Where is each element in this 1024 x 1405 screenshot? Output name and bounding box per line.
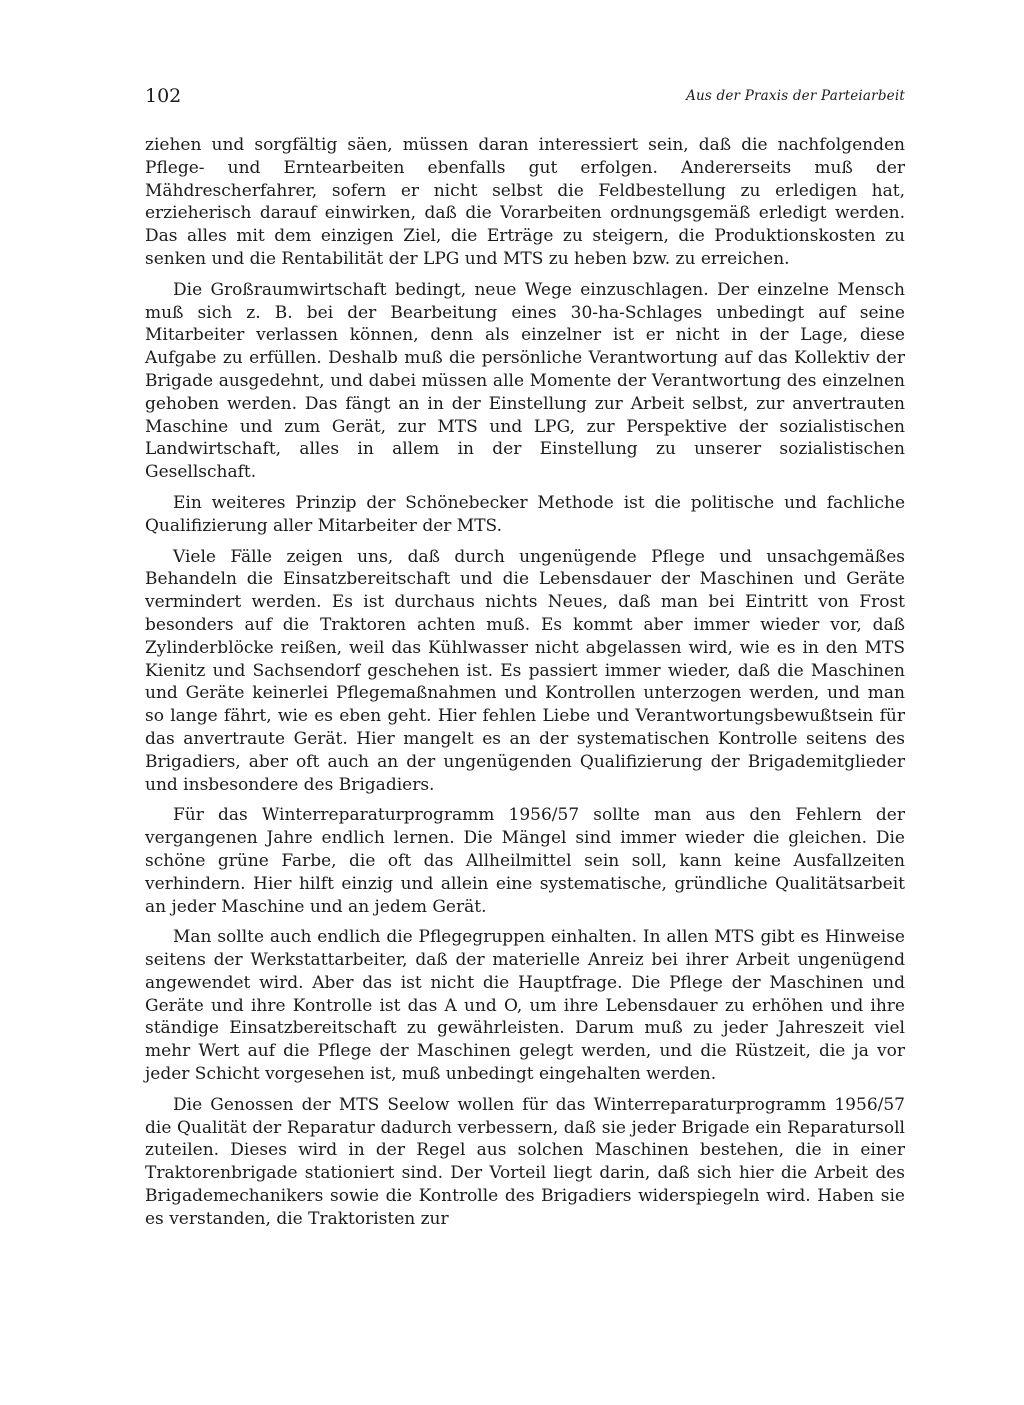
paragraph-6: Man sollte auch endlich die Pflegegruppen einhalten. In allen MTS gibt es Hinweise seitens der Werkstattarbeiter, daß der materielle Anreiz bei ihrer Arbeit ungenügend angewendet wird. Aber das ist nicht die Hauptfrage. Die Pflege der Maschinen und Geräte und ihre Kontrolle ist das A und O, um ihre Lebensdauer zu erhöhen und ihre ständige Einsatzbereitschaft zu gewährleisten. Darum muß zu jeder Jahreszeit viel mehr Wert auf die Pflege der Maschinen gelegt werden, und die Rüstzeit, die ja vor jeder Schicht vorgesehen ist, muß unbedingt eingehalten werden. — [145, 927, 905, 1085]
running-title: Aus der Praxis der Parteiarbeit — [686, 88, 905, 104]
paragraph-2: Die Großraumwirtschaft bedingt, neue Wege einzuschlagen. Der einzelne Mensch muß sich z. B. bei der Bearbeitung eines 30-ha-Schlages unbedingt auf seine Mitarbeiter verlassen können, denn als einzelner ist er nicht in der Lage, diese Aufgabe zu erfüllen. Deshalb muß die persönliche Verantwortung auf das Kollektiv der Brigade ausgedehnt, und dabei müssen alle Momente der Verantwortung des einzelnen gehoben werden. Das fängt an in der Einstellung zur Arbeit selbst, zur anvertrauten Maschine und zum Gerät, zur MTS und LPG, zur Perspektive der sozialistischen Landwirtschaft, alles in allem in der Einstellung zu unserer sozialistischen Gesellschaft. — [145, 279, 905, 483]
paragraph-4: Viele Fälle zeigen uns, daß durch ungenügende Pflege und unsachgemäßes Behandeln die Einsatzbereitschaft und die Lebensdauer der Maschinen und Geräte vermindert werden. Es ist durchaus nichts Neues, daß man bei Eintritt von Frost besonders auf die Traktoren achten muß. Es kommt aber immer wieder vor, daß Zylinderblöcke reißen, weil das Kühlwasser nicht abgelassen wird, wie es in den MTS Kienitz und Sachsendorf geschehen ist. Es passiert immer wieder, daß die Maschinen und Geräte keinerlei Pflegemaßnahmen und Kontrollen unterzogen werden, und man so lange fährt, wie es eben geht. Hier fehlen Liebe und Verantwortungsbewußtsein für das anvertraute Gerät. Hier mangelt es an der systematischen Kontrolle seitens des Brigadiers, aber oft auch an der ungenügenden Qualifizierung der Brigademitglieder und insbesondere des Brigadiers. — [145, 546, 905, 795]
body-text — [145, 134, 905, 1231]
paragraph-5: Für das Winterreparaturprogramm 1956/57 sollte man aus den Fehlern der vergangenen Jahre endlich lernen. Die Mängel sind immer wieder die gleichen. Die schöne grüne Farbe, die oft das Allheilmittel sein soll, kann keine Ausfallzeiten verhindern. Hier hilft einzig und allein eine systematische, gründliche Qualitätsarbeit an jeder Maschine und an jedem Gerät. — [145, 805, 905, 917]
paragraph-7: Die Genossen der MTS Seelow wollen für das Winterreparaturprogramm 1956/57 die Qualität der Reparatur dadurch verbessern, daß sie jeder Brigade ein Reparatursoll zuteilen. Dieses wird in der Regel aus solchen Maschinen bestehen, die in einer Traktorenbrigade stationiert sind. Der Vorteil liegt darin, daß sich hier die Arbeit des Brigademechanikers sowie die Kontrolle des Brigadiers widerspiegeln wird. Haben sie es verstanden, die Traktoristen zur — [145, 1094, 905, 1229]
page-number: 102 — [145, 85, 182, 107]
paragraph-3: Ein weiteres Prinzip der Schönebecker Methode ist die politische und fachliche Qualifizierung aller Mitarbeiter der MTS. — [145, 492, 905, 536]
paragraph-1: ziehen und sorgfältig säen, müssen daran interessiert sein, daß die nachfolgenden Pflege- und Erntearbeiten ebenfalls gut erfolgen. Andererseits muß der Mähdrescherfahrer, sofern er nicht selbst die Feldbestellung zu erledigen hat, erzieherisch darauf einwirken, daß die Vorarbeiten ordnungsgemäß erledigt werden. Das alles mit dem einzigen Ziel, die Erträge zu steigern, die Produktionskosten zu senken und die Rentabilität der LPG und MTS zu heben bzw. zu erreichen. — [145, 135, 905, 269]
document-page — [145, 84, 905, 1239]
running-head — [145, 84, 905, 120]
